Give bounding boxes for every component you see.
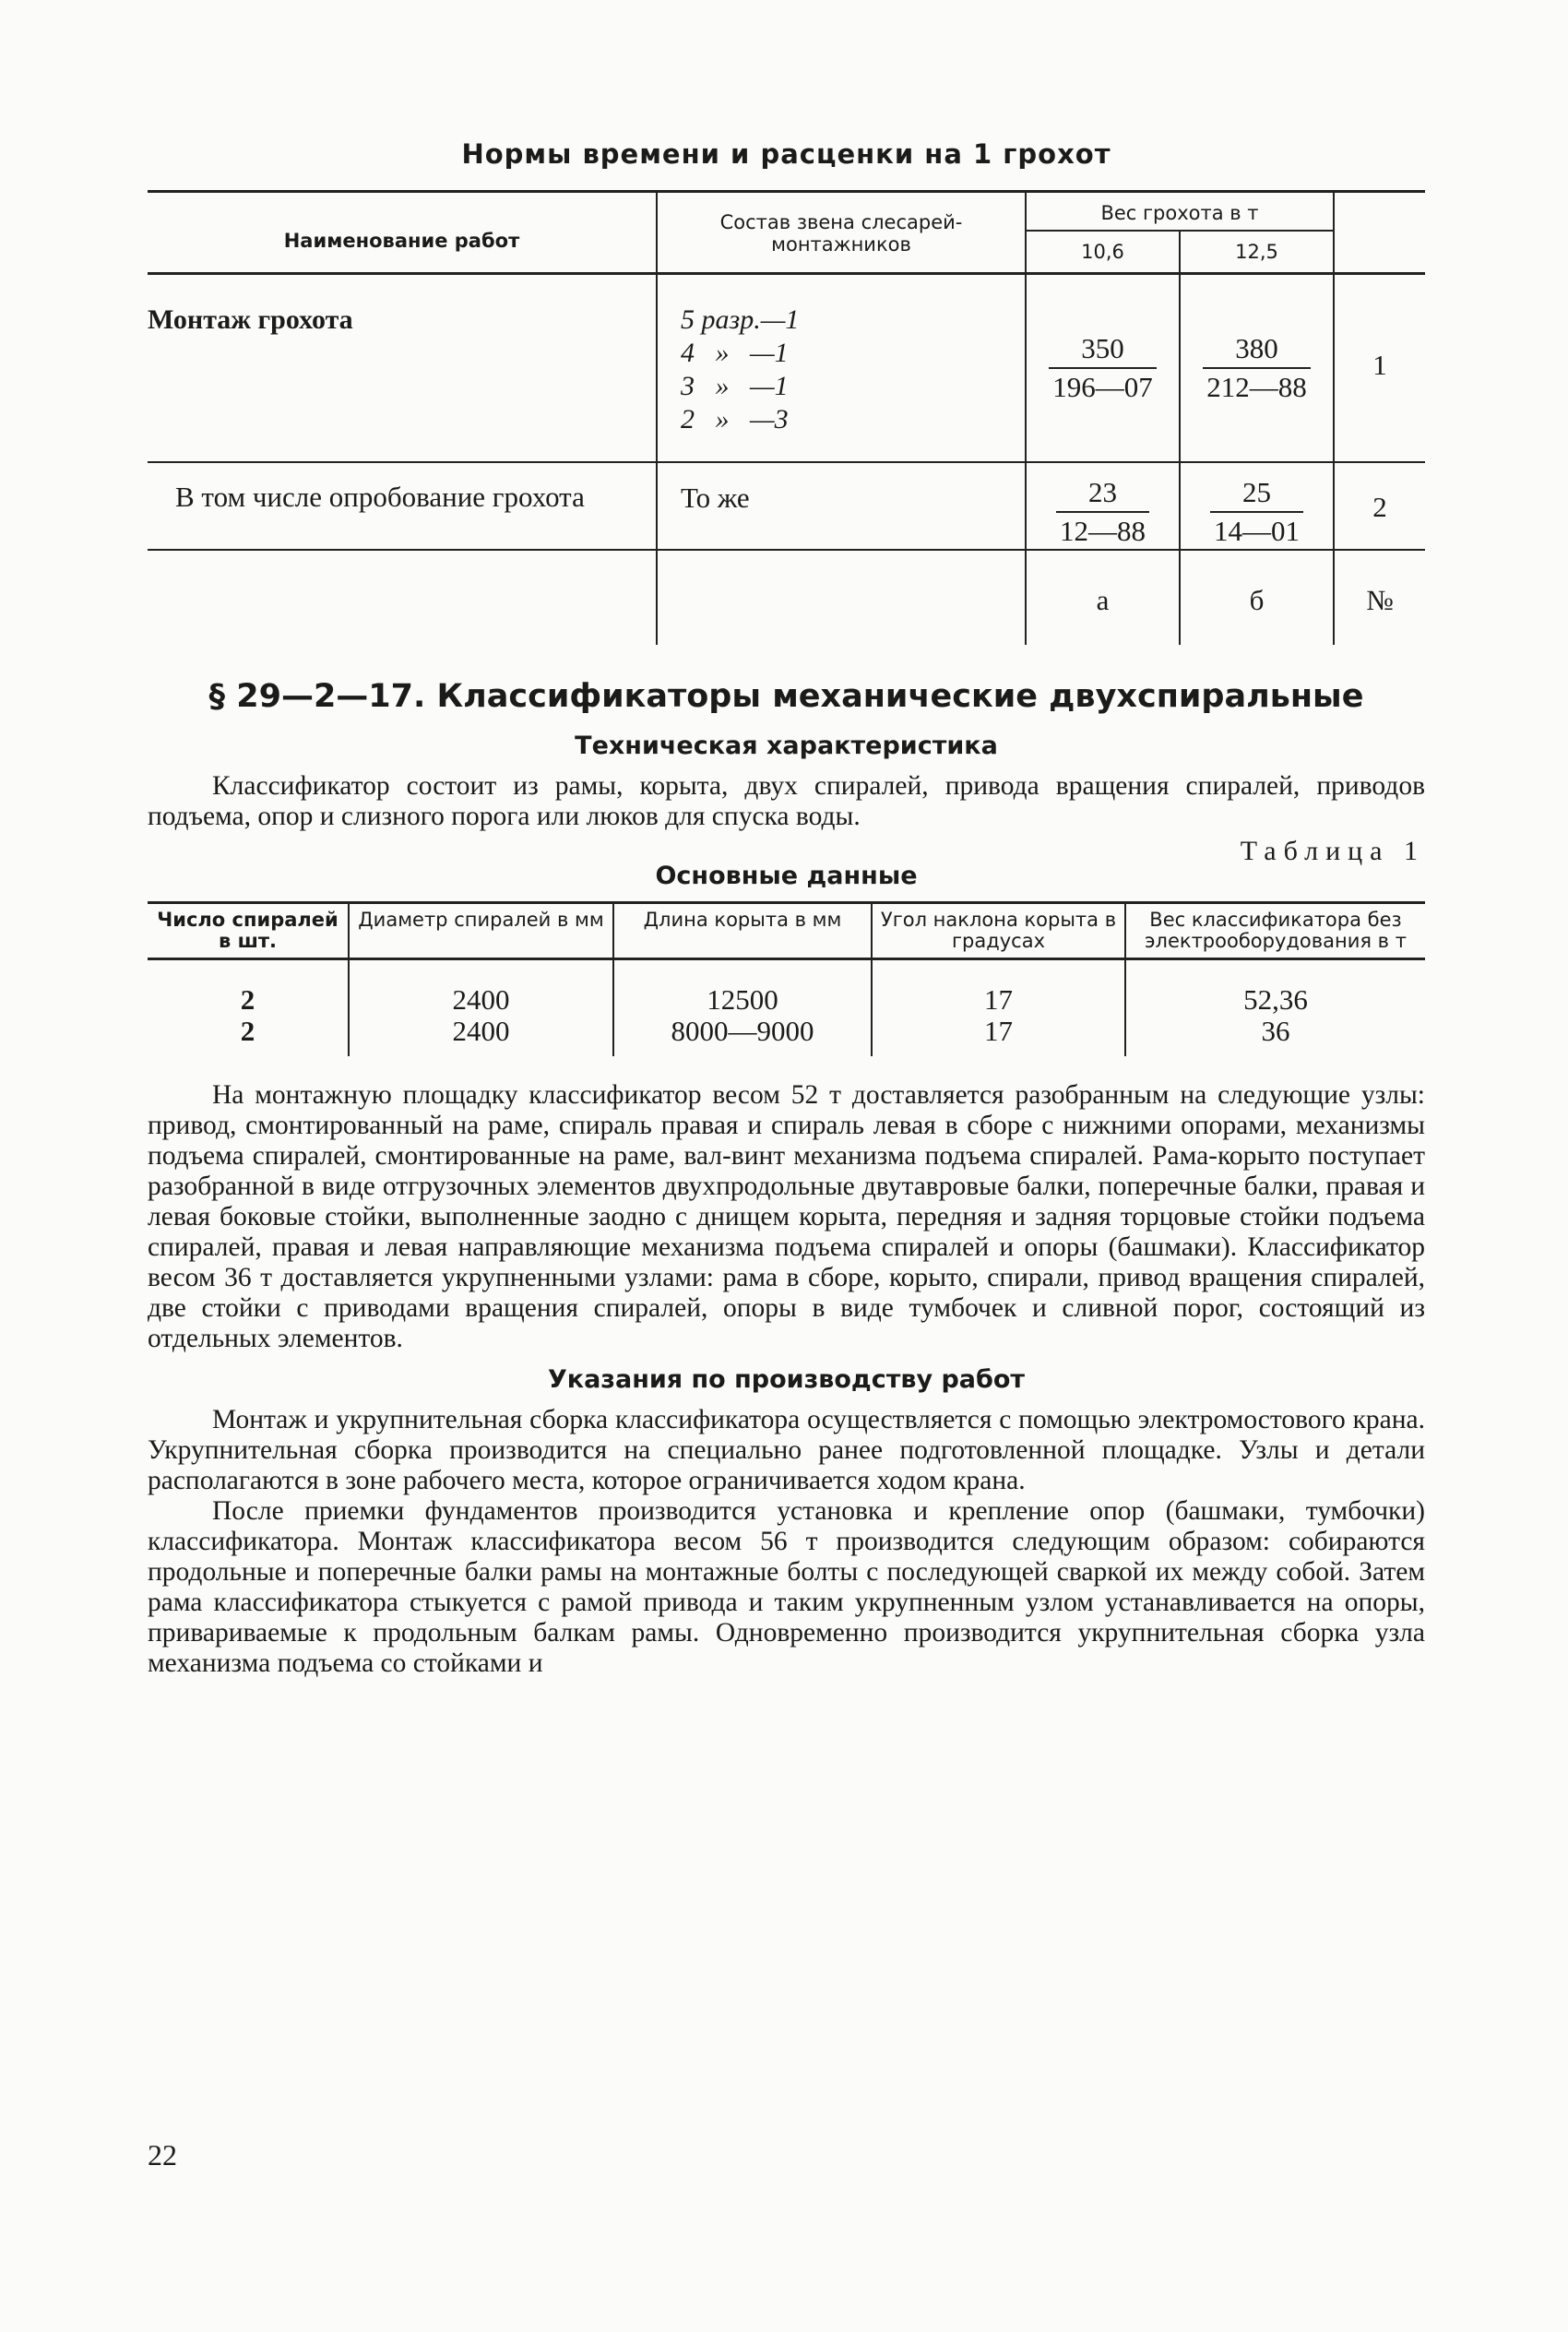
row2-value-b: $\frac{25}{14—01}$ <box>1210 476 1303 547</box>
main-data-table <box>148 901 1425 1056</box>
t2-r2-weight: 36 <box>1261 1014 1290 1047</box>
footer-b: б <box>1180 550 1334 645</box>
row1-value-a: $\frac{350}{196—07}$ <box>1049 332 1157 403</box>
instructions-heading: Указания по производству работ <box>547 1364 1026 1394</box>
t2-header-angle: Угол наклона корыта в градусах <box>872 902 1125 958</box>
row2-crew: То же <box>657 462 1026 550</box>
header-no-blank <box>1334 192 1425 274</box>
t2-header-spirals: Число спиралей в шт. <box>157 908 339 952</box>
header-col-a: 10,6 <box>1026 231 1180 274</box>
header-work: Наименование работ <box>148 192 657 274</box>
row2-value-a: $\frac{23}{12—88}$ <box>1056 476 1149 547</box>
table1-caption: Нормы времени и расценки на 1 грохот <box>461 138 1111 170</box>
row1-work: Монтаж грохота <box>148 304 353 335</box>
footer-a: а <box>1026 550 1180 645</box>
t2-r2-spirals: 2 <box>240 1014 255 1047</box>
t2-r1-angle: 17 <box>984 982 1013 1016</box>
row1-value-b: $\frac{380}{212—88}$ <box>1203 332 1311 403</box>
footer-no: № <box>1334 550 1425 645</box>
header-crew: Состав звена слесарей-монтажников <box>657 192 1026 274</box>
tech-text: Классификатор состоит из рамы, корыта, двух спиралей, привода вращения спиралей, приводов подъема, опор и слизного порога или люков для спуска воды. <box>148 770 1425 831</box>
table-label: Таблица 1 <box>1240 835 1425 866</box>
section-title: § 29—2—17. Классификаторы механические двухспиральные <box>208 677 1364 715</box>
row2-number: 2 <box>1334 462 1425 550</box>
tech-heading: Техническая характеристика <box>575 731 998 760</box>
norms-table <box>148 190 1425 645</box>
t2-r1-weight: 52,36 <box>1243 982 1308 1016</box>
t2-r2-length: 8000—9000 <box>671 1014 814 1047</box>
header-col-b: 12,5 <box>1180 231 1334 274</box>
table2-caption: Основные данные <box>655 861 918 890</box>
t2-header-weight: Вес классификатора без электрооборудования в т <box>1125 902 1425 958</box>
page-number: 22 <box>148 2138 177 2171</box>
body-paragraph-3: После приемки фундаментов производится установка и крепление опор (башмаки, тумбочки) классификатора. Монтаж классификатора весом 56 т производится следующим образом: собираются продольные и поперечные балки рамы на монтажные болты с последующей сваркой их между собой. Затем рама классификатора стыкуется с рамой привода и таким укрупненным узлом устанавливается на опоры, привариваемые к продольным балкам рамы. Одновременно производится укрупнительная сборка узла механизма подъема со стойками и <box>148 1495 1425 1678</box>
body-paragraph-1: На монтажную площадку классификатор весом 52 т доставляется разобранным на следующие узлы: привод, смонтированный на раме, спираль правая и спираль левая в сборе с нижними опорами, механизмы подъема спиралей, смонтированные на раме, вал-винт механизма подъема спиралей. Рама-корыто поступает разобранной в виде отгрузочных элементов двухпродольные двутавровые балки, поперечные балки, правая и левая боковые стойки, выполненные заодно с днищем корыта, передняя и задняя торцовые стойки подъема спиралей, правая и левая направляющие механизма подъема спиралей и опоры (башмаки). Классификатор весом 36 т доставляется укрупненными узлами: рама в сборе, корыто, спирали, привод вращения спиралей, две стойки с приводами вращения спиралей, опоры в виде тумбочек и сливной порог, состоящий из отдельных элементов. <box>148 1079 1425 1353</box>
page-content <box>148 138 1425 1679</box>
t2-header-length: Длина корыта в мм <box>613 902 872 958</box>
row1-number: 1 <box>1334 274 1425 463</box>
header-weight: Вес грохота в т <box>1026 192 1334 232</box>
row2-work: В том числе опробование грохота <box>175 481 585 513</box>
t2-r1-diameter: 2400 <box>452 982 510 1016</box>
t2-r2-diameter: 2400 <box>452 1014 510 1047</box>
t2-r1-spirals: 2 <box>240 982 255 1016</box>
t2-r2-angle: 17 <box>984 1014 1013 1047</box>
body-paragraph-2: Монтаж и укрупнительная сборка классификатора осуществляется с помощью электромостового крана. Укрупнительная сборка производится на специально ранее подготовленной площадке. Узлы и детали располагаются в зоне рабочего места, которое ограничивается ходом крана. <box>148 1404 1425 1495</box>
row1-crew: 5 разр.—1 4 » —1 3 » —1 2 » —3 <box>681 304 800 434</box>
t2-r1-length: 12500 <box>707 982 778 1016</box>
t2-header-diameter: Диаметр спиралей в мм <box>349 902 613 958</box>
